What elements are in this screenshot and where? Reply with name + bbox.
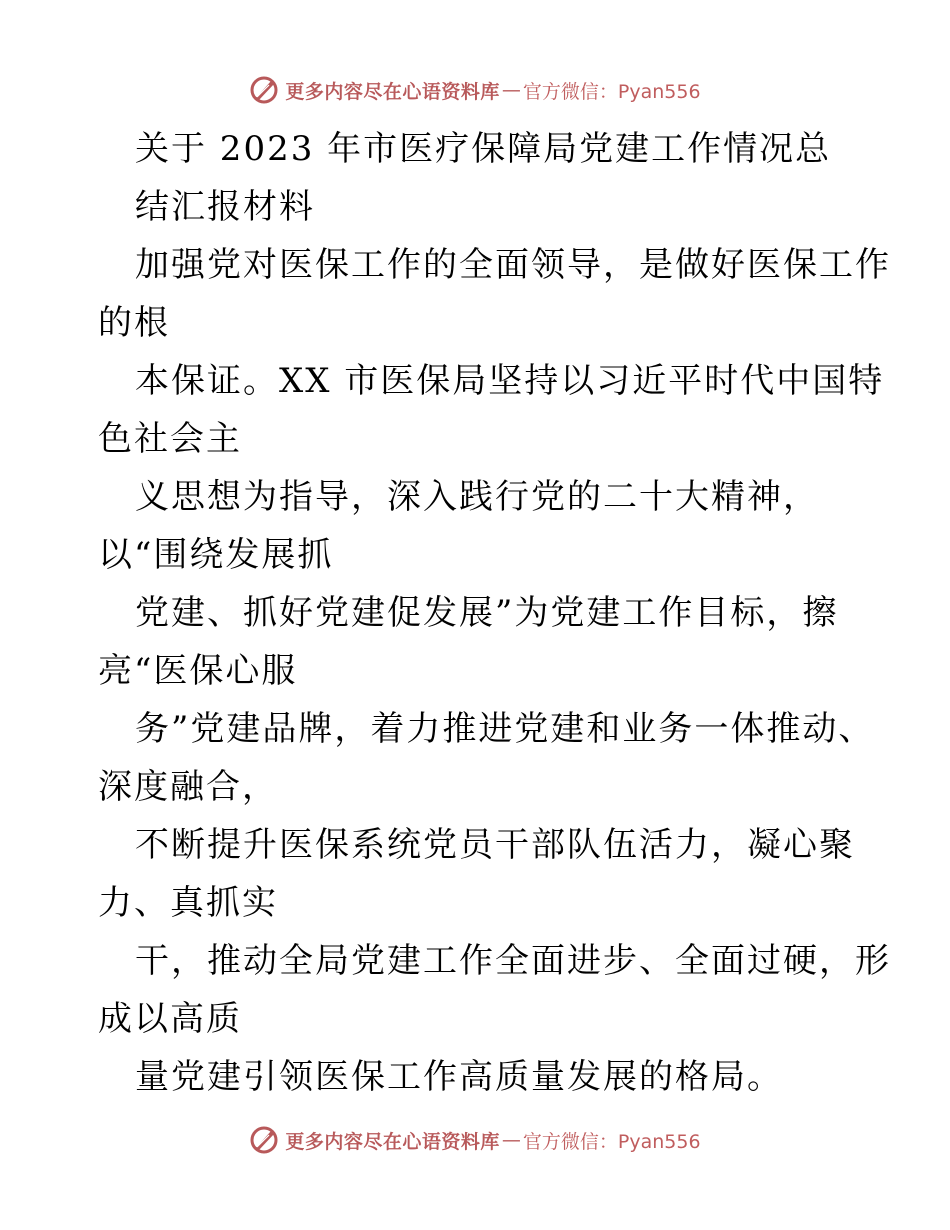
paragraph-line: 干，推动全局党建工作全面进步、全面过硬，形 bbox=[135, 941, 891, 981]
paragraph-line: 亮“医保心服 bbox=[98, 651, 298, 691]
paragraph-line: 本保证。XX 市医保局坚持以习近平时代中国特 bbox=[135, 361, 885, 401]
paragraph-line: 党建、抓好党建促发展”为党建工作目标，擦 bbox=[135, 593, 839, 633]
paragraph-line: 以“围绕发展抓 bbox=[98, 535, 334, 575]
paragraph-line: 力、真抓实 bbox=[98, 883, 278, 923]
paragraph-line: 义思想为指导，深入践行党的二十大精神， bbox=[135, 477, 819, 517]
quill-circle-logo-icon bbox=[249, 75, 279, 105]
title-line-1: 关于 2023 年市医疗保障局党建工作情况总 bbox=[135, 129, 832, 169]
paragraph-line: 深度融合， bbox=[98, 767, 278, 807]
paragraph-line: 的根 bbox=[98, 303, 170, 343]
header-banner bbox=[0, 70, 950, 110]
paragraph-line: 色社会主 bbox=[98, 419, 242, 459]
paragraph-line: 不断提升医保系统党员干部队伍活力，凝心聚 bbox=[135, 825, 855, 865]
paragraph-line: 加强党对医保工作的全面领导，是做好医保工作 bbox=[135, 245, 891, 285]
banner-site-text: 更多内容尽在心语资料库 bbox=[285, 80, 500, 103]
footer-banner bbox=[0, 1120, 950, 1160]
banner-separator: — bbox=[501, 1129, 521, 1151]
title-line-2: 结汇报材料 bbox=[135, 187, 315, 227]
paragraph-line: 务”党建品牌，着力推进党建和业务一体推动、 bbox=[135, 709, 875, 749]
quill-circle-logo-icon bbox=[249, 1125, 279, 1155]
paragraph-line: 量党建引领医保工作高质量发展的格局。 bbox=[135, 1057, 783, 1097]
banner-contact-text: 官方微信：Pyan556 bbox=[522, 1130, 701, 1153]
banner-separator: — bbox=[501, 79, 521, 101]
banner-contact-text: 官方微信：Pyan556 bbox=[522, 80, 701, 103]
banner-site-text: 更多内容尽在心语资料库 bbox=[285, 1130, 500, 1153]
paragraph-line: 成以高质 bbox=[98, 999, 242, 1039]
